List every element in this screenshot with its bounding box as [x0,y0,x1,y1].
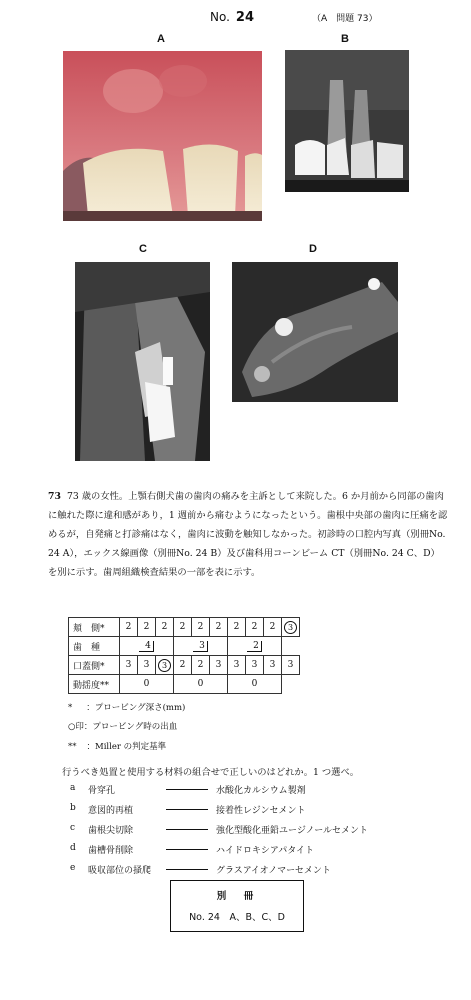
question-number-header [210,10,254,25]
option-connector [166,869,208,870]
palatal-cell-bleeding [156,656,174,675]
palatal-cell: 2 [192,656,210,675]
tooth-number: 4 [139,641,154,652]
option-left: 歯槽骨削除 [88,846,134,856]
option-letter: c [70,823,76,833]
palatal-cell: 3 [210,656,228,675]
tooth-cell [120,637,174,656]
buccal-cell-bleeding [282,618,300,637]
option-right: ハイドロキシアパタイト [216,846,315,856]
palatal-cell: 3 [282,656,300,675]
panel-label-c: C [139,243,147,255]
row-label-mobility: 動揺度** [69,675,120,694]
note-miller [68,740,166,752]
cbct-axial-image [232,262,398,402]
buccal-cell: 2 [228,618,246,637]
panel-label-d: D [309,243,317,255]
option-left: 歯根尖切除 [88,826,134,836]
option-right: 接着性レジンセメント [216,806,306,816]
cbct-sagittal-image [75,262,210,461]
bleeding-circle: 3 [284,621,297,634]
option-c[interactable] [70,823,450,837]
option-connector [166,849,208,850]
option-left: 吸収部位の掻爬 [88,866,152,876]
buccal-cell: 2 [192,618,210,637]
bleeding-circle: 3 [158,659,171,672]
note-text: ：Miller の判定基準 [86,742,167,752]
option-connector [166,789,208,790]
no-label: No. [210,10,230,24]
question-number: 73 [48,491,61,502]
no-value: 24 [235,10,255,25]
buccal-cell: 2 [156,618,174,637]
buccal-cell: 2 [246,618,264,637]
note-mark: ** [68,742,77,752]
note-mark: * [68,703,73,713]
periodontal-exam-table [68,617,300,694]
option-connector [166,829,208,830]
row-label-tooth: 歯 種 [69,637,120,656]
buccal-cell: 2 [120,618,138,637]
note-text: ：プロービング深さ(mm) [86,703,186,713]
appendix-title: 別 冊 [216,891,258,902]
buccal-cell: 2 [138,618,156,637]
question-reference: （A 問題 73） [312,14,378,24]
palatal-cell: 2 [174,656,192,675]
palatal-cell: 3 [120,656,138,675]
option-right: グラスアイオノマーセメント [216,866,331,876]
option-b[interactable] [70,803,450,817]
option-right: 強化型酸化亜鉛ユージノールセメント [216,826,369,836]
option-d[interactable] [70,843,450,857]
buccal-cell: 2 [264,618,282,637]
table-row-palatal [69,656,300,675]
option-letter: a [70,783,76,793]
option-left: 骨穿孔 [88,786,116,796]
tooth-number: 3 [193,641,208,652]
option-connector [166,809,208,810]
table-row-tooth [69,637,300,656]
appendix-box [170,880,304,932]
xray-image [285,50,409,192]
mobility-cell: 0 [228,675,282,694]
option-letter: d [70,843,76,853]
option-letter: e [70,863,76,873]
table-row-buccal [69,618,300,637]
palatal-cell: 3 [264,656,282,675]
palatal-cell: 3 [138,656,156,675]
tooth-cell [174,637,228,656]
row-label-buccal: 頬 側* [69,618,120,637]
mobility-cell: 0 [120,675,174,694]
option-left: 意図的再植 [88,806,134,816]
option-a[interactable] [70,783,450,797]
note-probing-depth [68,701,185,713]
tooth-cell [228,637,282,656]
intraoral-photo [63,51,262,221]
buccal-cell: 2 [210,618,228,637]
row-label-palatal: 口蓋側* [69,656,120,675]
mobility-cell: 0 [174,675,228,694]
palatal-cell: 3 [246,656,264,675]
panel-label-b: B [341,33,349,45]
buccal-cell: 2 [174,618,192,637]
tooth-number: 2 [247,641,262,652]
palatal-cell: 3 [228,656,246,675]
note-bleeding: ○印：プロービング時の出血 [68,722,178,732]
option-e[interactable] [70,863,450,877]
question-prompt: 行うべき処置と使用する材料の組合せで正しいのはどれか。1 つ選べ。 [62,767,360,778]
question-paragraph [48,487,448,582]
panel-label-a: A [157,33,165,45]
option-letter: b [70,803,76,813]
question-text: 73 歳の女性。上顎右側犬歯の歯肉の痛みを主訴として来院した。6 か月前から同部の歯肉に触れた際に違和感があり，1 週前から痛むようになったという。歯根中央部の歯肉に圧痛を認めるが，自発痛と打診痛はなく，歯肉に波動を触知しなかった。初診時の口腔内写真（別冊No. 24 A），エックス線画像（別冊No. 24 B）及び歯科用コーンビーム CT（別冊No. 24 C、D）を別に示す。歯周組織検査結果の一部を表に示す。 [48,491,448,578]
option-right: 水酸化カルシウム製剤 [216,786,306,796]
appendix-reference: No. 24 A、B、C、D [189,912,285,923]
table-row-mobility [69,675,300,694]
